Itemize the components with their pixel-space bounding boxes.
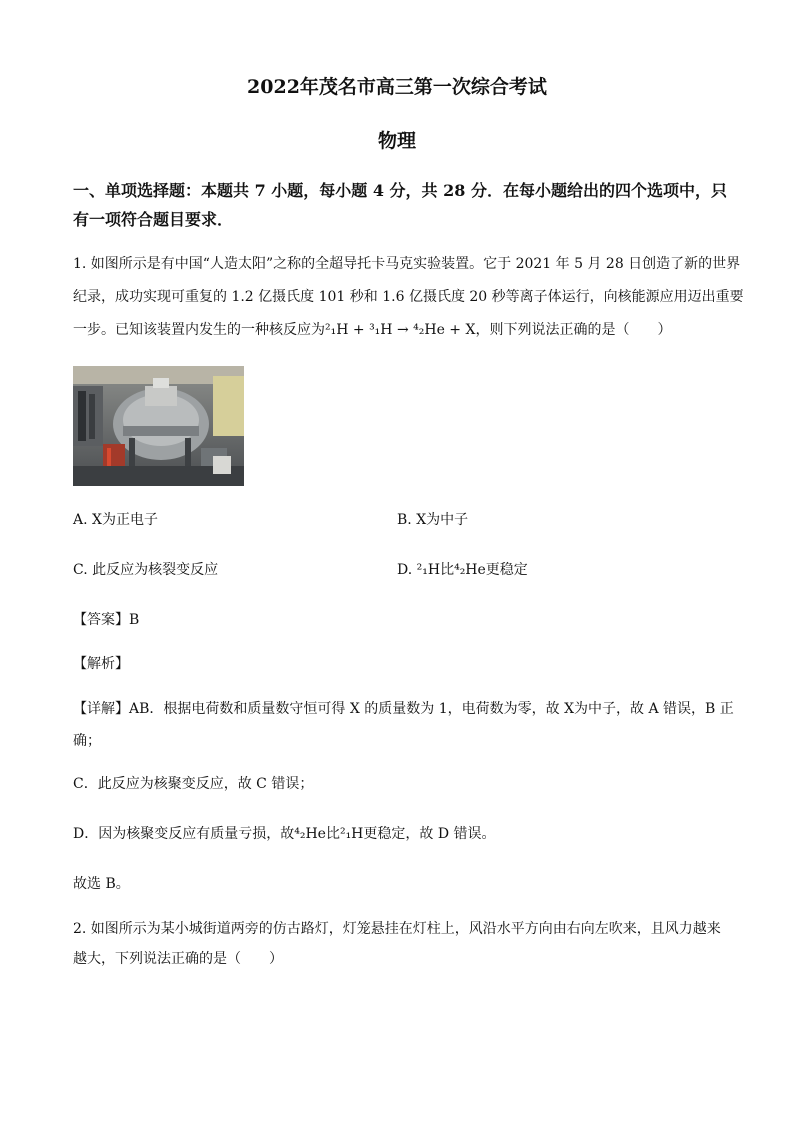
detail-line2: 确； <box>73 733 101 749</box>
option-d <box>397 559 528 579</box>
option-c: C. 此反应为核裂变反应 <box>73 562 219 578</box>
option-a: A. X为正电子 <box>73 512 158 528</box>
detail-d-compare: 比 <box>325 826 340 842</box>
q1-line3-end: ，则下列说法正确的是（ ） <box>475 322 672 338</box>
section-heading-line1: 一、单项选择题：本题共 7 小题，每小题 4 分，共 28 分．在每小题给出的四个选项中，只 <box>73 181 727 200</box>
analysis-label: 【解析】 <box>73 656 129 672</box>
detail-d-text: D．因为核聚变反应有质量亏损，故 <box>73 826 295 842</box>
q2-line2: 越大，下列说法正确的是（ ） <box>73 951 283 967</box>
detail-d <box>73 823 496 843</box>
section-heading-line2: 有一项符合题目要求． <box>73 210 234 229</box>
option-d-label: D. <box>397 562 417 578</box>
detail-d-nuclide1: ⁴₂He <box>294 826 326 842</box>
exam-title: 2022年茂名市高三第一次综合考试 <box>247 76 547 98</box>
subject-title: 物理 <box>377 130 416 152</box>
answer: 【答案】B <box>73 612 140 628</box>
q1-line3 <box>73 319 671 339</box>
q2-line1: 2. 如图所示为某小城街道两旁的仿古路灯，灯笼悬挂在灯柱上，风沿水平方向由右向左吹来，且风力越来 <box>73 921 721 937</box>
option-d-nuclide1: ²₁H <box>416 562 441 578</box>
option-d-nuclide2: ⁴₂He <box>454 562 486 578</box>
q1-line2: 纪录，成功实现可重复的 1.2 亿摄氏度 101 秒和 1.6 亿摄氏度 20 秒等离子体运行，向核能源应用迈出重要 <box>73 289 744 305</box>
option-b: B. X为中子 <box>397 512 469 528</box>
q1-equation: ²₁H + ³₁H → ⁴₂He + X <box>325 322 476 338</box>
q1-line1: 1. 如图所示是有中国“人造太阳”之称的全超导托卡马克实验装置。它于 2021 年 5 月 28 日创造了新的世界 <box>73 256 741 272</box>
detail-line1: 【详解】AB．根据电荷数和质量数守恒可得 X 的质量数为 1，电荷数为零，故 X为中子，故 A 错误，B 正 <box>73 701 734 717</box>
tokamak-photo <box>73 366 244 486</box>
tokamak-illustration <box>73 366 244 486</box>
detail-d-end: 更稳定，故 D 错误。 <box>363 826 496 842</box>
q1-line3-text: 一步。已知该装置内发生的一种核反应为 <box>73 322 325 338</box>
option-d-end: 更稳定 <box>485 562 528 578</box>
option-d-compare: 比 <box>440 562 455 578</box>
detail-c: C．此反应为核聚变反应，故 C 错误； <box>73 776 314 792</box>
conclusion: 故选 B。 <box>73 876 130 892</box>
detail-d-nuclide2: ²₁H <box>339 826 364 842</box>
